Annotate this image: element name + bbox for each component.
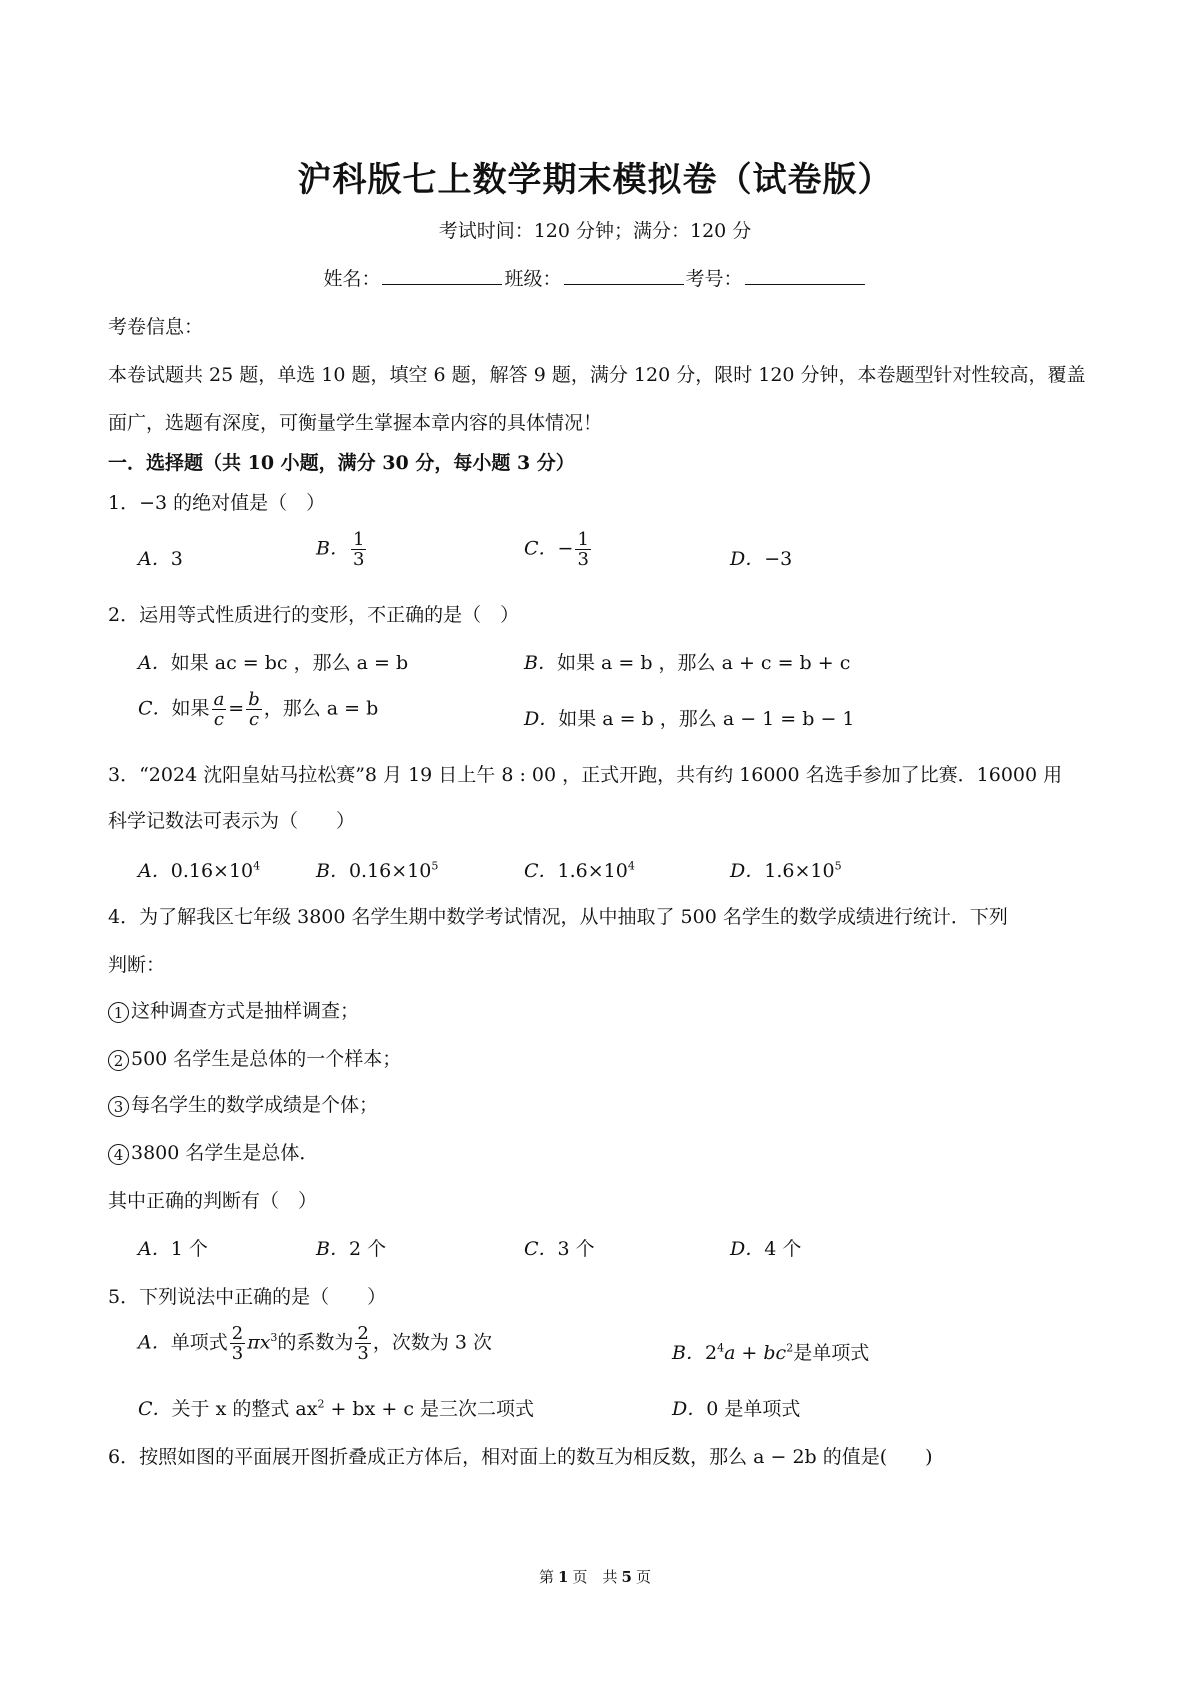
q4-stem-line-1: 4．为了解我区七年级 3800 名学生期中数学考试情况，从中抽取了 500 名学生的数学成绩进行统计．下列 bbox=[108, 906, 1008, 928]
q1-option-a: A．3 bbox=[138, 548, 183, 570]
q5-option-d: D．0 是单项式 bbox=[672, 1398, 801, 1420]
q3-option-c: C．$1.6\times 10^4$ bbox=[524, 859, 635, 882]
q4-question: 其中正确的判断有（ ） bbox=[108, 1190, 318, 1212]
class-blank[interactable] bbox=[564, 266, 684, 285]
q4-option-d: D．4 个 bbox=[730, 1238, 802, 1260]
number-blank[interactable] bbox=[745, 266, 865, 285]
q6-stem: 6．按照如图的平面展开图折叠成正方体后，相对面上的数互为相反数，那么 a − 2b 的值是( ) bbox=[108, 1446, 933, 1468]
q3-option-d: D．$1.6\times 10^5$ bbox=[730, 859, 842, 882]
q4-statement-3: 3 每名学生的数学成绩是个体； bbox=[108, 1090, 378, 1117]
q4-option-a: A．1 个 bbox=[138, 1238, 208, 1260]
name-label: 姓名： bbox=[323, 268, 381, 290]
q4-option-b: B．2 个 bbox=[316, 1238, 387, 1260]
q2-option-c: C．如果 $\frac{a}{c}$ = $\frac{b}{c}$ ，那么 a = b bbox=[138, 689, 379, 730]
q1-option-d: D．−3 bbox=[730, 548, 793, 570]
name-blank[interactable] bbox=[382, 266, 502, 285]
q4-statement-4: 4 3800 名学生是总体． bbox=[108, 1138, 318, 1165]
q4-stem-line-2: 判断： bbox=[108, 954, 166, 976]
q4-statement-2: 2 500 名学生是总体的一个样本； bbox=[108, 1044, 401, 1071]
q1-stem: 1．−3 的绝对值是（ ） bbox=[108, 492, 326, 514]
info-heading: 考卷信息： bbox=[108, 316, 204, 338]
q3-option-a: A．$0.16\times 10^4$ bbox=[138, 859, 261, 882]
q1-option-b: B． $\frac{1}{3}$ bbox=[316, 529, 365, 570]
q5-option-b: B．$2^4a + bc^2$是单项式 bbox=[672, 1341, 870, 1364]
number-label: 考号： bbox=[685, 268, 743, 290]
q3-option-b: B．$0.16\times 10^5$ bbox=[316, 859, 439, 882]
q3-stem-line-2: 科学记数法可表示为（ ） bbox=[108, 810, 356, 832]
q2-option-b: B．如果 a = b ，那么 a + c = b + c bbox=[524, 652, 851, 674]
section-1-heading: 一．选择题（共 10 小题，满分 30 分，每小题 3 分） bbox=[108, 452, 575, 474]
q5-option-c: C．关于 x 的整式 $ax^2$ + bx + c 是三次二项式 bbox=[138, 1397, 534, 1420]
page-title: 沪科版七上数学期末模拟卷（试卷版） bbox=[297, 160, 893, 200]
q5-stem: 5．下列说法中正确的是（ ） bbox=[108, 1286, 387, 1308]
exam-info-line: 考试时间：120 分钟；满分：120 分 bbox=[438, 220, 752, 242]
info-line-1: 本卷试题共 25 题，单选 10 题，填空 6 题，解答 9 题，满分 120 分，限时 120 分钟，本卷题型针对性较高，覆盖 bbox=[108, 364, 1086, 386]
student-fields bbox=[0, 264, 1190, 291]
q4-option-c: C．3 个 bbox=[524, 1238, 595, 1260]
q4-statement-1: 1 这种调查方式是抽样调查； bbox=[108, 996, 359, 1023]
page-footer: 第 1 页 共 5 页 bbox=[539, 1568, 651, 1586]
info-line-2: 面广，选题有深度，可衡量学生掌握本章内容的具体情况！ bbox=[108, 412, 603, 434]
q3-stem-line-1: 3．“2024 沈阳皇姑马拉松赛”8 月 19 日上午 8 : 00 ，正式开跑，共有约 16000 名选手参加了比赛．16000 用 bbox=[108, 764, 1063, 786]
q1-option-c: C．− $\frac{1}{3}$ bbox=[524, 529, 589, 570]
q2-option-a: A．如果 ac = bc ，那么 a = b bbox=[138, 652, 409, 674]
class-label: 班级： bbox=[504, 268, 562, 290]
q2-stem: 2．运用等式性质进行的变形，不正确的是（ ） bbox=[108, 604, 520, 626]
q2-option-d: D．如果 a = b ，那么 a − 1 = b − 1 bbox=[524, 708, 855, 730]
q5-option-a: A．单项式 $\frac{2}{3}$ $\pi x^3$的系数为 $\frac{2}{3}$ ，次数为 3 次 bbox=[138, 1323, 493, 1364]
